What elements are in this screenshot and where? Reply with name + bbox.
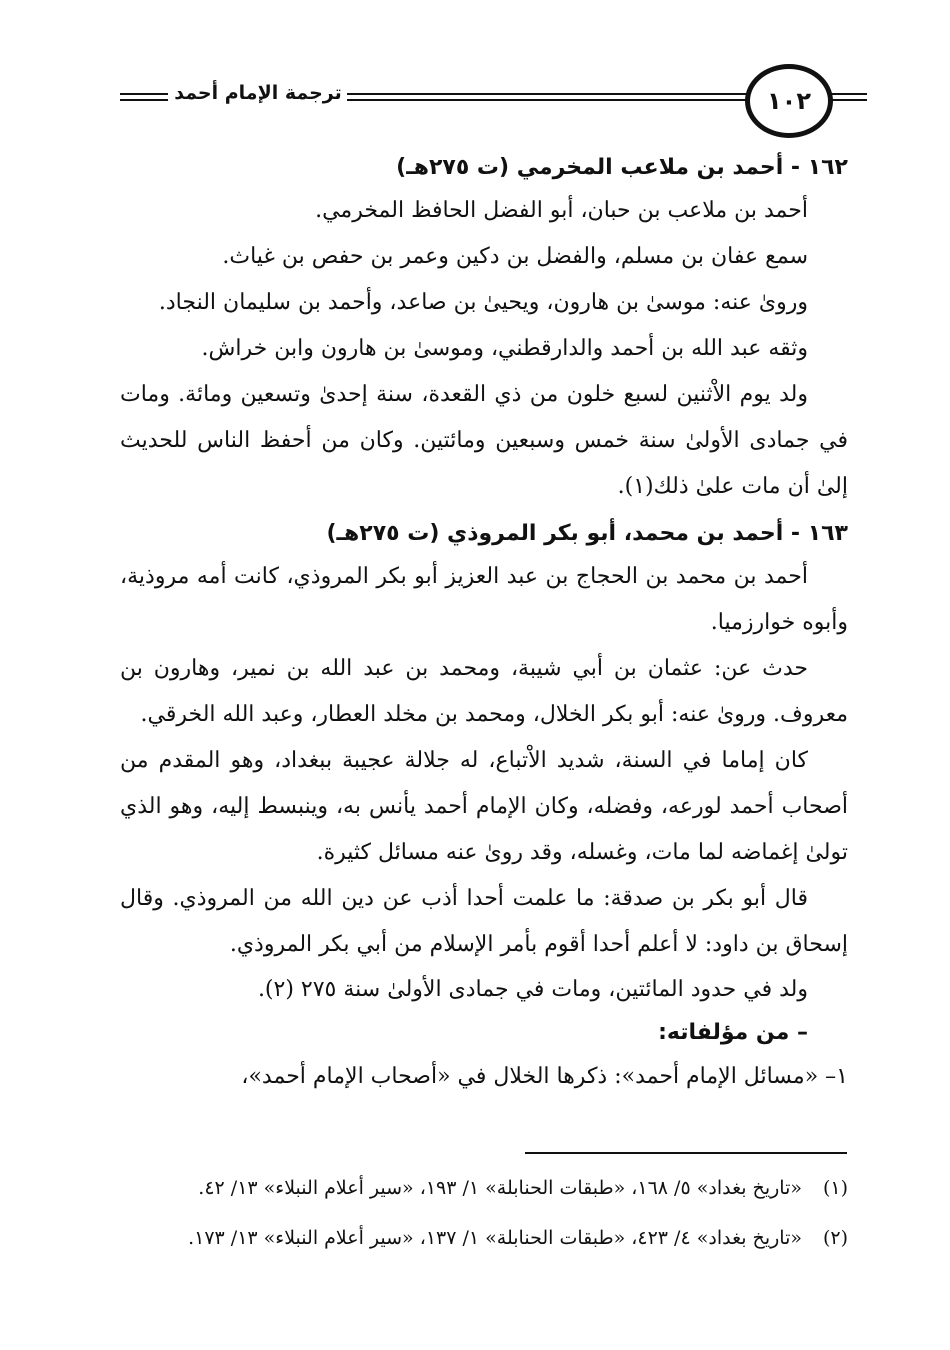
works-heading: – من مؤلفاته: (658, 1020, 808, 1045)
footnote-separator (525, 1152, 847, 1154)
biography-entry (120, 514, 848, 1100)
entry-heading: ١٦٢ - أحمد بن ملاعب المخرمي (ت ٢٧٥هـ) (396, 155, 848, 180)
entry-paragraph: وروىٰ عنه: موسىٰ بن هارون، ويحيىٰ بن صاعد، وأحمد بن سليمان النجاد. (158, 290, 808, 315)
page-number-badge (745, 64, 833, 138)
entry-paragraph: أحمد بن ملاعب بن حبان، أبو الفضل الحافظ المخرمي. (315, 198, 808, 223)
entry-heading: ١٦٣ - أحمد بن محمد، أبو بكر المروذي (ت ٢٧٥هـ) (326, 521, 848, 546)
entry-paragraph: سمع عفان بن مسلم، والفضل بن دكين وعمر بن حفص بن غياث. (222, 244, 808, 269)
page-number: ١٠٢ (767, 87, 811, 115)
footnotes (120, 1168, 848, 1268)
entry-paragraph: ولد يوم الاْثنين لسبع خلون من ذي القعدة، سنة إحدىٰ وتسعين ومائة. ومات في جمادى الأولىٰ سنة خمس وسبعين ومائتين. وكان من أحفظ الناس للحديث إلىٰ أن مات علىٰ ذلك(١). (120, 382, 848, 499)
header-rule (120, 99, 168, 101)
footnote-text: «تاريخ بغداد» ٤/ ٤٢٣، «طبقات الحنابلة» ١/ ١٣٧، «سير أعلام النبلاء» ١٣/ ١٧٣. (188, 1227, 802, 1249)
biography-entry (120, 148, 848, 510)
footnote-number: (١) (822, 1177, 848, 1199)
entry-paragraph: حدث عن: عثمان بن أبي شيبة، ومحمد بن عبد الله بن نمير، وهارون بن معروف. وروىٰ عنه: أبو بكر الخلال، ومحمد بن مخلد العطار، وعبد الله الخرقي. (120, 656, 848, 727)
works-list-item: ١– «مسائل الإمام أحمد»: ذكرها الخلال في «أصحاب الإمام أحمد»، (241, 1064, 848, 1089)
entry-paragraph: ولد في حدود المائتين، ومات في جمادى الأولىٰ سنة ٢٧٥ (٢). (257, 977, 808, 1002)
entry-paragraph: كان إماما في السنة، شديد الاْتباع، له جلالة عجيبة ببغداد، وهو المقدم من أصحاب أحمد لورعه، وفضله، وكان الإمام أحمد يأنس به، وينبسط إليه، وهو الذي تولىٰ إغماضه لما مات، وغسله، وقد روىٰ عنه مسائل كثيرة. (120, 748, 848, 865)
header-rule (120, 93, 168, 95)
entry-paragraph: أحمد بن محمد بن الحجاج بن عبد العزيز أبو بكر المروذي، كانت أمه مروذية، وأبوه خوارزميا. (120, 564, 848, 635)
footnote-number: (٢) (822, 1227, 848, 1249)
footnote (120, 1218, 848, 1258)
page-header (120, 62, 850, 136)
footnote (120, 1168, 848, 1208)
page-body (120, 148, 848, 1100)
footnote-text: «تاريخ بغداد» ٥/ ١٦٨، «طبقات الحنابلة» ١/ ١٩٣، «سير أعلام النبلاء» ١٣/ ٤٢. (198, 1177, 802, 1199)
running-title: ترجمة الإمام أحمد (174, 82, 342, 104)
entry-paragraph: وثقه عبد الله بن أحمد والدارقطني، وموسىٰ بن هارون وابن خراش. (201, 336, 808, 361)
entry-paragraph: قال أبو بكر بن صدقة: ما علمت أحدا أذب عن دين الله من المروذي. وقال إسحاق بن داود: لا أعلم أحدا أقوم بأمر الإسلام من أبي بكر المروذي. (120, 886, 848, 957)
